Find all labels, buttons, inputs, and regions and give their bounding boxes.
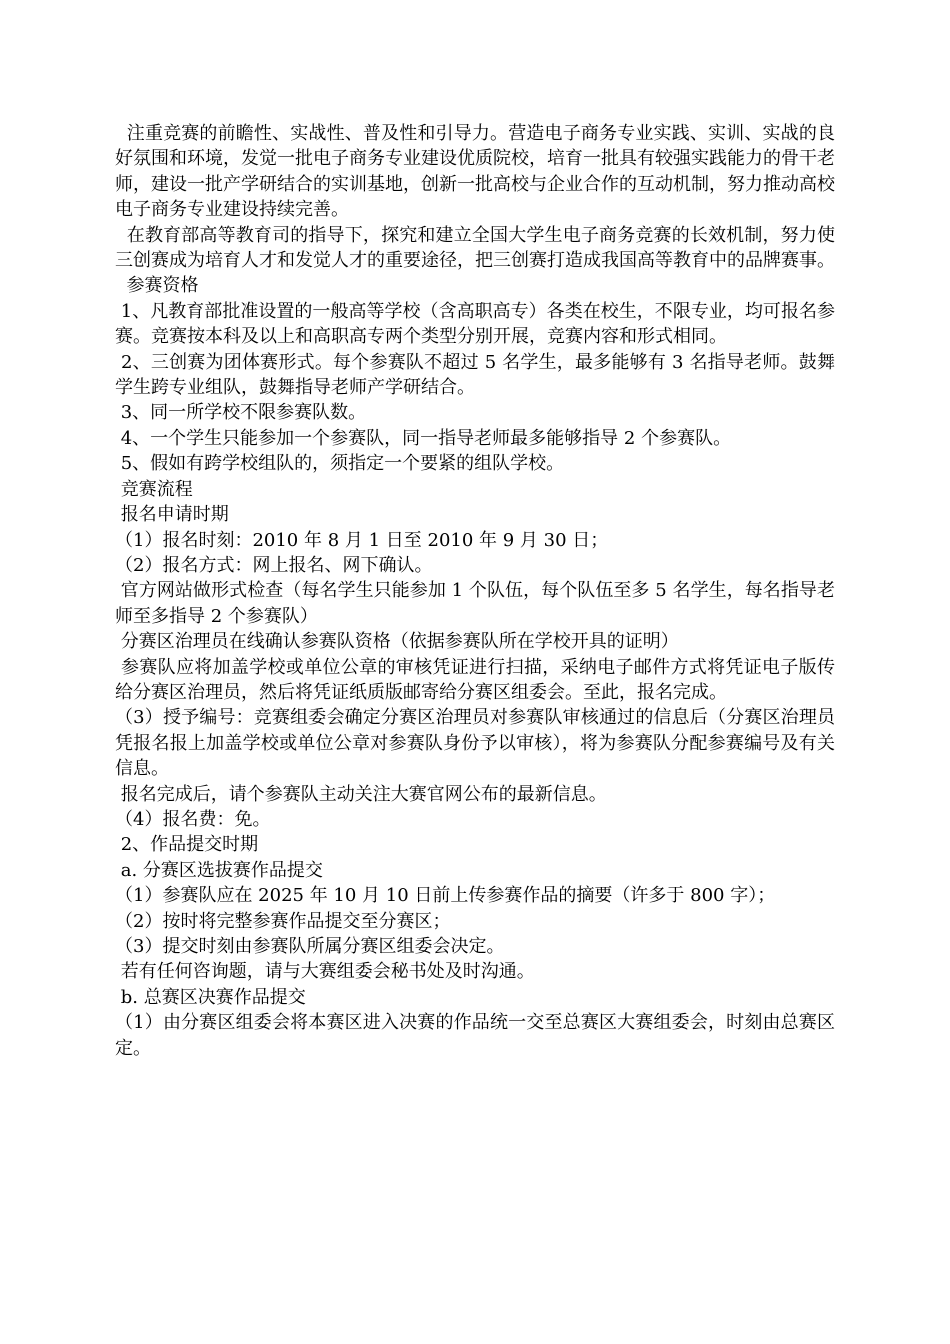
admin-online-confirm: 分赛区治理员在线确认参赛队资格（依据参赛队所在学校开具的证明） — [115, 631, 679, 653]
eligibility-item-2: 2、三创赛为团体赛形式。每个参赛队不超过 5 名学生，最多能够有 3 名指导老师。鼓舞学生跨专业组队，鼓舞指导老师产学研结合。 — [115, 351, 835, 399]
eligibility-item-1: 1、凡教育部批准设置的一般高等学校（含高职高专）各类在校生，不限专业，均可报名参赛。竞赛按本科及以上和高职高专两个类型分别开展，竞赛内容和形式相同。 — [115, 300, 835, 348]
heading-final-submission: b. 总赛区决赛作品提交 — [115, 986, 306, 1008]
heading-competition-process: 竞赛流程 — [115, 478, 193, 500]
registration-fee: （4）报名费：免。 — [115, 808, 271, 830]
heading-division-submission: a. 分赛区选拔赛作品提交 — [115, 859, 323, 881]
registration-method: （2）报名方式：网上报名、网下确认。 — [115, 554, 433, 576]
eligibility-item-5: 5、假如有跨学校组队的，须指定一个要紧的组队学校。 — [115, 453, 565, 475]
eligibility-item-3: 3、同一所学校不限参赛队数。 — [115, 402, 367, 424]
division-submission-1: （1）参赛队应在 2025 年 10 月 10 日前上传参赛作品的摘要（许多于 800 字）； — [115, 885, 776, 907]
credential-submission: 参赛队应将加盖学校或单位公章的审核凭证进行扫描，采纳电子邮件方式将凭证电子版传给分赛区治理员，然后将凭证纸质版邮寄给分赛区组委会。至此，报名完成。 — [115, 656, 835, 703]
follow-official-site: 报名完成后，请个参赛队主动关注大赛官网公布的最新信息。 — [115, 783, 607, 805]
document-page — [115, 121, 835, 1061]
paragraph-intro-goals: 注重竞赛的前瞻性、实战性、普及性和引导力。营造电子商务专业实践、实训、实战的良好氛围和环境，发觉一批电子商务专业建设优质院校，培育一批具有较强实践能力的骨干老师，建设一批产学研结合的实训基地，创新一批高校与企业合作的互动机制，努力推动高校电子商务专业建设持续完善。 — [115, 123, 835, 221]
registration-time: （1）报名时刻：2010 年 8 月 1 日至 2010 年 9 月 30 日； — [115, 529, 609, 551]
heading-work-submission: 2、作品提交时期 — [115, 834, 259, 856]
heading-eligibility: 参赛资格 — [115, 275, 199, 297]
eligibility-item-4: 4、一个学生只能参加一个参赛队，同一指导老师最多能够指导 2 个参赛队。 — [115, 427, 732, 449]
final-submission-1: （1）由分赛区组委会将本赛区进入决赛的作品统一交至总赛区大赛组委会，时刻由总赛区定。 — [115, 1012, 835, 1059]
division-submission-3: （3）提交时刻由参赛队所属分赛区组委会决定。 — [115, 936, 505, 957]
paragraph-intro-mechanism: 在教育部高等教育司的指导下，探究和建立全国大学生电子商务竞赛的长效机制，努力使三创赛成为培育人才和发觉人才的重要途径，把三创赛打造成我国高等教育中的品牌赛事。 — [115, 224, 835, 272]
division-submission-2: （2）按时将完整参赛作品提交至分赛区； — [115, 910, 451, 932]
heading-registration-period: 报名申请时期 — [115, 504, 229, 526]
contact-secretariat: 若有任何咨询题，请与大赛组委会秘书处及时沟通。 — [115, 961, 535, 983]
number-assignment: （3）授予编号：竞赛组委会确定分赛区治理员对参赛队审核通过的信息后（分赛区治理员凭报名报上加盖学校或单位公章对参赛队身份予以审核），将为参赛队分配参赛编号及有关信息。 — [115, 707, 835, 780]
website-form-check: 官方网站做形式检查（每名学生只能参加 1 个队伍，每个队伍至多 5 名学生，每名指导老师至多指导 2 个参赛队） — [115, 580, 835, 627]
